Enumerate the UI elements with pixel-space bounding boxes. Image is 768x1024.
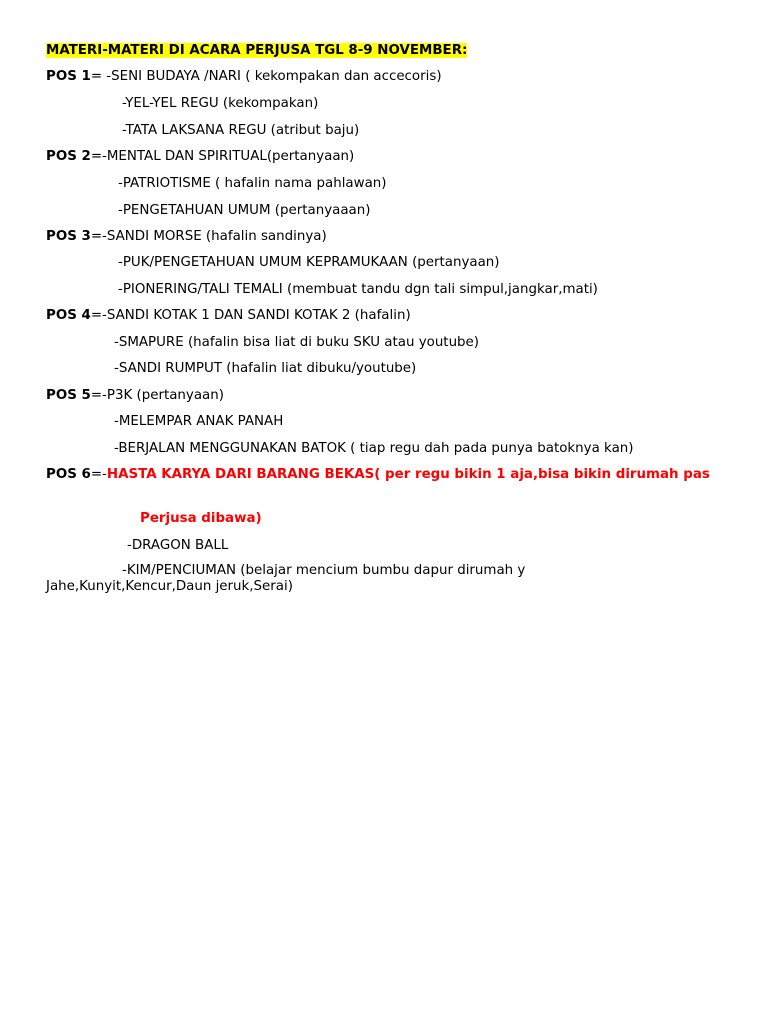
pos4-first-item: =-SANDI KOTAK 1 DAN SANDI KOTAK 2 (hafalin) (90, 308, 411, 323)
pos6-highlight: HASTA KARYA DARI BARANG BEKAS( per regu bikin 1 aja,bisa bikin dirumah pas (106, 467, 710, 482)
pos5-first-item: =-P3K (pertanyaan) (90, 388, 224, 403)
pos5-heading (46, 388, 224, 404)
pos6-highlight-continuation: Perjusa dibawa) (140, 511, 262, 526)
pos2-label: POS 2 (46, 149, 91, 164)
pos4-label: POS 4 (46, 308, 91, 323)
pos5-item: -BERJALAN MENGGUNAKAN BATOK ( tiap regu dah pada punya batoknya kan) (114, 441, 634, 456)
pos4-heading (46, 308, 411, 324)
pos5-label: POS 5 (46, 388, 91, 403)
pos3-first-item: =-SANDI MORSE (hafalin sandinya) (90, 229, 327, 244)
pos3-item: -PUK/PENGETAHUAN UMUM KEPRAMUKAAN (pertanyaan) (118, 255, 500, 270)
pos4-item: -SMAPURE (hafalin bisa liat di buku SKU atau youtube) (114, 335, 480, 350)
pos1-first-item: = -SENI BUDAYA /NARI ( kekompakan dan accecoris) (90, 69, 442, 84)
pos6-label: POS 6 (46, 467, 91, 482)
pos1-item: -TATA LAKSANA REGU (atribut baju) (122, 123, 360, 138)
pos6-heading (46, 467, 726, 483)
pos3-item: -PIONERING/TALI TEMALI (membuat tandu dgn tali simpul,jangkar,mati) (118, 282, 598, 297)
pos6-prefix: =- (90, 467, 107, 482)
document-title: MATERI-MATERI DI ACARA PERJUSA TGL 8-9 NOVEMBER: (46, 43, 468, 58)
pos1-label: POS 1 (46, 69, 91, 84)
pos2-item: -PATRIOTISME ( hafalin nama pahlawan) (118, 176, 387, 191)
pos2-heading (46, 149, 354, 165)
pos2-first-item: =-MENTAL DAN SPIRITUAL(pertanyaan) (90, 149, 355, 164)
pos3-heading (46, 229, 327, 245)
pos4-item: -SANDI RUMPUT (hafalin liat dibuku/youtube) (114, 361, 417, 376)
pos6-item: -KIM/PENCIUMAN (belajar mencium bumbu dapur dirumah y Jahe,Kunyit,Kencur,Daun jeruk,Serai) (46, 563, 526, 594)
pos3-label: POS 3 (46, 229, 91, 244)
pos5-item: -MELEMPAR ANAK PANAH (114, 414, 284, 429)
pos1-item: -YEL-YEL REGU (kekompakan) (122, 96, 319, 111)
pos1-heading (46, 69, 442, 85)
document-title-line (46, 43, 467, 59)
pos2-item: -PENGETAHUAN UMUM (pertanyaaan) (118, 203, 371, 218)
pos6-item: -DRAGON BALL (127, 538, 229, 553)
